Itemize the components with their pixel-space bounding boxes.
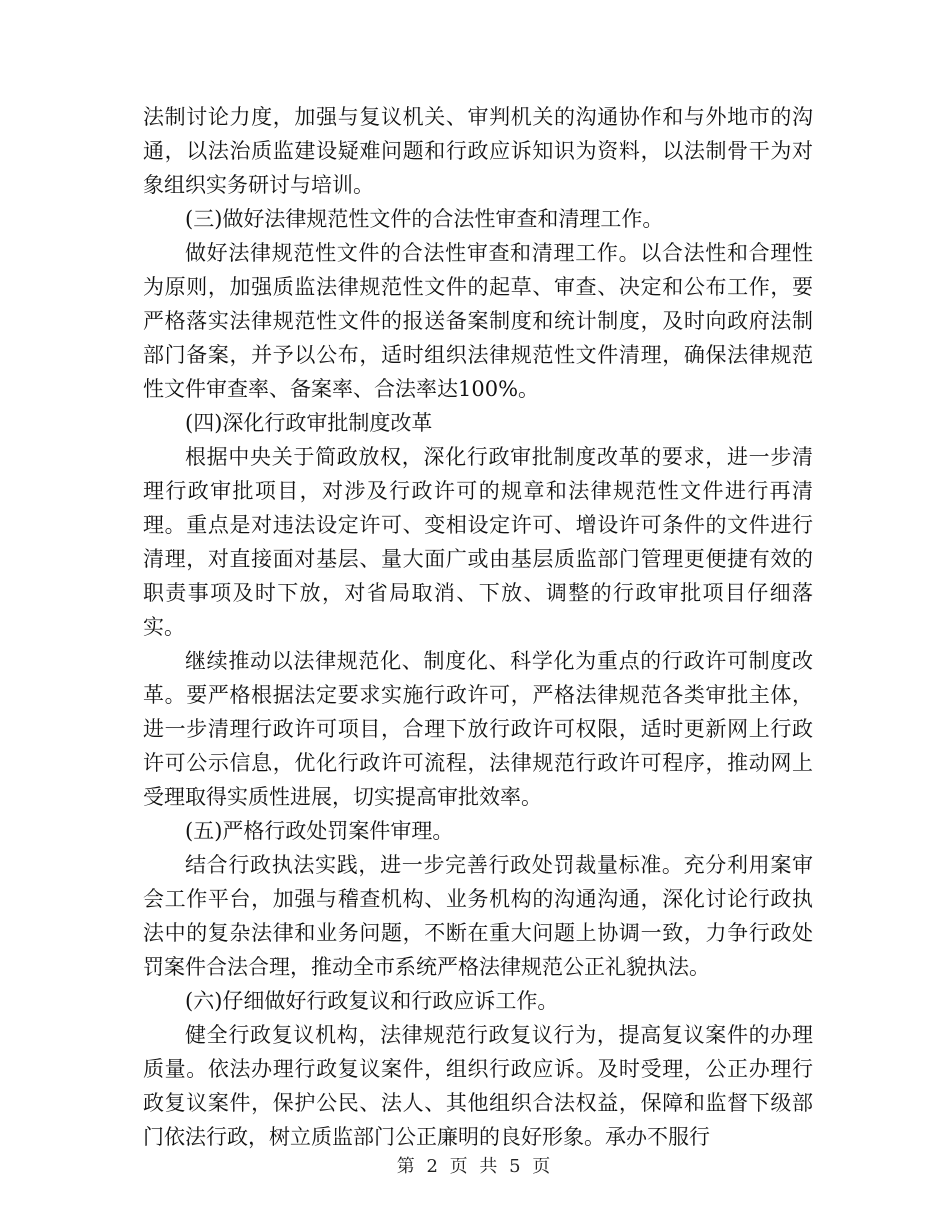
paragraph-3: 根据中央关于简政放权，深化行政审批制度改革的要求，进一步清理行政审批项目，对涉及行政许可的规章和法律规范性文件进行再清理。重点是对违法设定许可、变相设定许可、增设许可条件的文件进行清理，对直接面对基层、量大面广或由基层质监部门管理更便捷有效的职责事项及时下放，对省局取消、下放、调整的行政审批项目仔细落实。 — [143, 445, 813, 639]
section-heading-5: (五)严格行政处罚案件审理。 — [185, 819, 454, 843]
paragraph-6: 健全行政复议机构，法律规范行政复议行为，提高复议案件的办理质量。依法办理行政复议案件，组织行政应诉。及时受理，公正办理行政复议案件，保护公民、法人、其他组织合法权益，保障和监督下级部门依法行政，树立质监部门公正廉明的良好形象。承办不服行 — [143, 1023, 813, 1149]
page-number-footer: 第 2 页 共 5 页 — [396, 1156, 554, 1177]
paragraph-5: 结合行政执法实践，进一步完善行政处罚裁量标准。充分利用案审会工作平台，加强与稽查机构、业务机构的沟通沟通，深化讨论行政执法中的复杂法律和业务问题，不断在重大问题上协调一致，力争行政处罚案件合法合理，推动全市系统严格法律规范公正礼貌执法。 — [143, 853, 813, 979]
paragraph-1: 法制讨论力度，加强与复议机关、审判机关的沟通协作和与外地市的沟通，以法治质监建设疑难问题和行政应诉知识为资料，以法制骨干为对象组织实务研讨与培训。 — [143, 105, 813, 197]
section-heading-4: (四)深化行政审批制度改革 — [185, 411, 433, 435]
document-body — [143, 100, 813, 1154]
section-heading-6: (六)仔细做好行政复议和行政应诉工作。 — [185, 989, 559, 1013]
paragraph-4: 继续推动以法律规范化、制度化、科学化为重点的行政许可制度改革。要严格根据法定要求实施行政许可，严格法律规范各类审批主体，进一步清理行政许可项目，合理下放行政许可权限，适时更新网上行政许可公示信息，优化行政许可流程，法律规范行政许可程序，推动网上受理取得实质性进展，切实提高审批效率。 — [143, 649, 813, 809]
paragraph-2: 做好法律规范性文件的合法性审查和清理工作。以合法性和合理性为原则，加强质监法律规范性文件的起草、审查、决定和公布工作，要严格落实法律规范性文件的报送备案制度和统计制度，及时向政府法制部门备案，并予以公布，适时组织法律规范性文件清理，确保法律规范性文件审查率、备案率、合法率达100%。 — [143, 241, 813, 401]
section-heading-3: (三)做好法律规范性文件的合法性审查和清理工作。 — [185, 207, 664, 231]
